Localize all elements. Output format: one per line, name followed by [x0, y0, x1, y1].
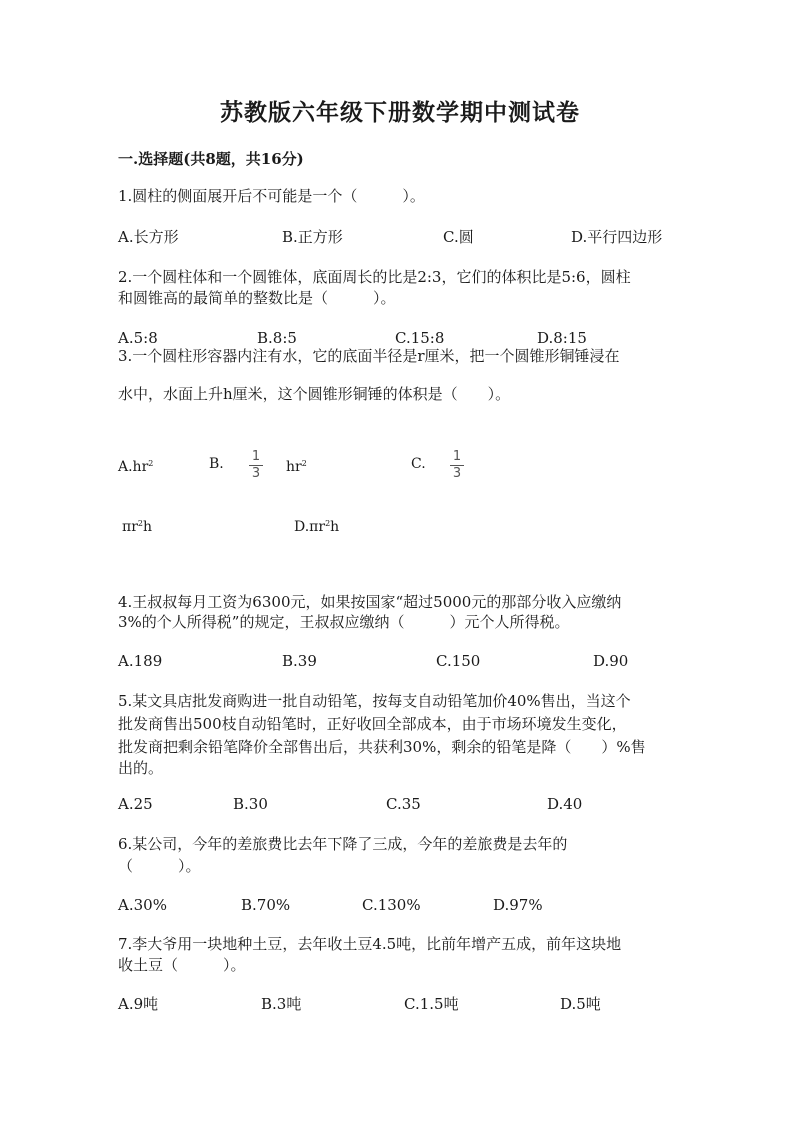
q6-option-b[interactable]: B.70% — [241, 896, 291, 914]
q3-option-b-expression[interactable] — [286, 454, 307, 477]
q4-option-b[interactable]: B.39 — [282, 652, 317, 670]
question-5-line-2: 批发商售出500枝自动铅笔时，正好收回全部成本，由于市场环境发生变化， — [118, 715, 627, 733]
question-4-line-2: 3%的个人所得税”的规定，王叔叔应缴纳（ ）元个人所得税。 — [118, 613, 570, 631]
q3-option-c-exponent: 2 — [137, 519, 143, 528]
q3-option-d[interactable] — [294, 514, 339, 537]
question-4-line-1: 4.王叔叔每月工资为6300元，如果按国家“超过5000元的那部分收入应缴纳 — [118, 593, 622, 611]
q4-option-c[interactable]: C.150 — [436, 652, 481, 670]
q3-option-c-tail: h — [143, 519, 153, 535]
q5-option-c[interactable]: C.35 — [386, 795, 421, 813]
q5-option-d[interactable]: D.40 — [547, 795, 583, 813]
fraction-numerator: 1 — [251, 449, 261, 464]
question-5-line-4: 出的。 — [118, 759, 164, 777]
fraction-denominator: 3 — [452, 466, 462, 481]
question-3-line-1: 3.一个圆柱形容器内注有水，它的底面半径是r厘米，把一个圆锥形铜锤浸在 — [118, 347, 620, 365]
q2-option-c[interactable]: C.15:8 — [395, 329, 445, 347]
q3-option-d-tail: h — [330, 519, 340, 535]
q4-option-d[interactable]: D.90 — [593, 652, 629, 670]
q7-option-d[interactable]: D.5吨 — [560, 995, 601, 1013]
q1-option-a[interactable]: A.长方形 — [118, 228, 179, 246]
q3-option-a[interactable] — [118, 454, 153, 477]
q3-option-d-text: D.πr — [294, 519, 326, 535]
q6-option-d[interactable]: D.97% — [493, 896, 543, 914]
question-2-line-2: 和圆锥高的最简单的整数比是（ ）。 — [118, 289, 396, 307]
question-6-line-1: 6.某公司，今年的差旅费比去年下降了三成，今年的差旅费是去年的 — [118, 835, 568, 853]
fraction-denominator: 3 — [251, 466, 261, 481]
q3-option-c-fraction — [450, 450, 464, 481]
q3-option-c-label[interactable]: C. — [411, 456, 426, 472]
q7-option-b[interactable]: B.3吨 — [261, 995, 302, 1013]
q3-option-d-exponent: 2 — [325, 519, 331, 528]
question-7-line-2: 收土豆（ ）。 — [118, 956, 246, 974]
q2-option-a[interactable]: A.5:8 — [118, 329, 158, 347]
question-2-line-1: 2.一个圆柱体和一个圆锥体，底面周长的比是2:3，它们的体积比是5:6，圆柱 — [118, 268, 631, 286]
question-5-line-1: 5.某文具店批发商购进一批自动铅笔，按每支自动铅笔加价40%售出，当这个 — [118, 692, 631, 710]
q7-option-c[interactable]: C.1.5吨 — [404, 995, 459, 1013]
q1-option-d[interactable]: D.平行四边形 — [571, 228, 663, 246]
q7-option-a[interactable]: A.9吨 — [118, 995, 159, 1013]
page-title: 苏教版六年级下册数学期中测试卷 — [220, 99, 580, 126]
q2-option-d[interactable]: D.8:15 — [537, 329, 587, 347]
question-7-line-1: 7.李大爷用一块地种土豆，去年收土豆4.5吨，比前年增产五成，前年这块地 — [118, 935, 622, 953]
q3-option-a-exponent: 2 — [148, 459, 154, 468]
question-6-line-2: （ ）。 — [118, 857, 201, 875]
fraction-numerator: 1 — [452, 449, 462, 464]
q3-option-b-exponent: 2 — [301, 459, 307, 468]
q4-option-a[interactable]: A.189 — [118, 652, 163, 670]
q1-option-b[interactable]: B.正方形 — [282, 228, 343, 246]
question-5-line-3: 批发商把剩余铅笔降价全部售出后，共获利30%，剩余的铅笔是降（ ）%售 — [118, 738, 646, 756]
q3-option-c-expression[interactable] — [122, 514, 152, 537]
q3-option-b-text: hr — [286, 459, 302, 475]
q3-option-b-fraction — [249, 450, 263, 481]
q6-option-c[interactable]: C.130% — [362, 896, 421, 914]
q1-option-c[interactable]: C.圆 — [443, 228, 474, 246]
q6-option-a[interactable]: A.30% — [118, 896, 167, 914]
q5-option-a[interactable]: A.25 — [118, 795, 153, 813]
question-1-text: 1.圆柱的侧面展开后不可能是一个（ ）。 — [118, 187, 425, 205]
q2-option-b[interactable]: B.8:5 — [257, 329, 297, 347]
q3-option-a-text: A.hr — [118, 459, 149, 475]
section-heading: 一.选择题(共8题，共16分) — [118, 150, 304, 168]
q5-option-b[interactable]: B.30 — [233, 795, 268, 813]
q3-option-b-label[interactable]: B. — [209, 456, 224, 472]
question-3-line-2: 水中，水面上升h厘米，这个圆锥形铜锤的体积是（ ）。 — [118, 385, 511, 403]
q3-option-c-text: πr — [122, 519, 138, 535]
